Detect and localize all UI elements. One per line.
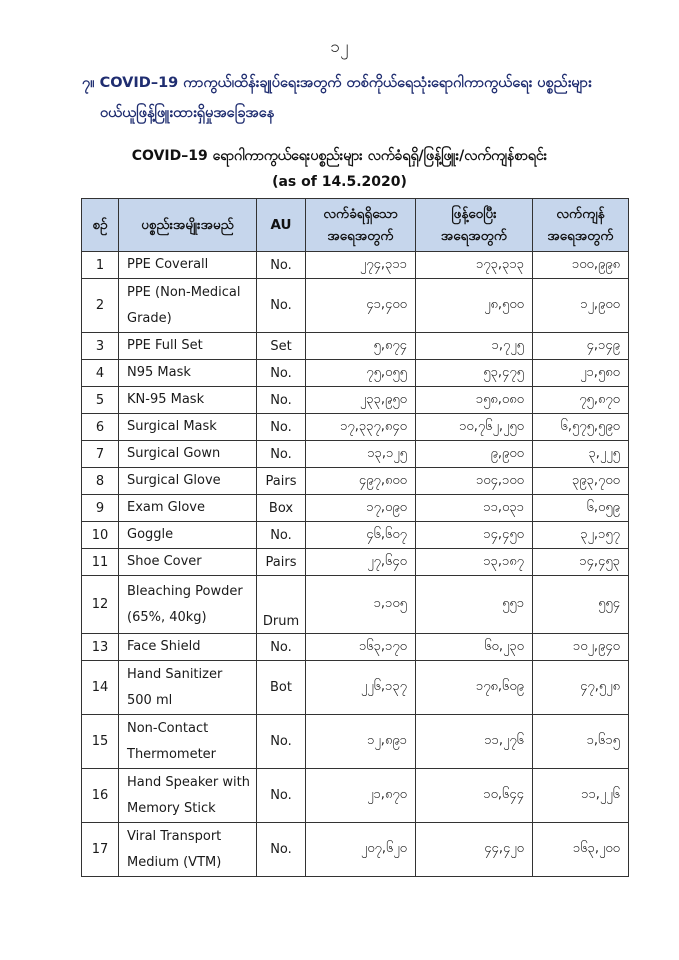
item-name-line-1: Non-Contact (127, 720, 209, 736)
cell-au: No. (257, 441, 306, 468)
cell-serial-no: 7 (82, 441, 119, 468)
cell-received: ၄၁,၄၀၀ (306, 279, 416, 333)
cell-serial-no: 12 (82, 576, 119, 634)
header-au: AU (257, 199, 306, 252)
cell-au: No. (257, 715, 306, 769)
table-header-row (82, 199, 629, 252)
cell-distributed: ၁၇၃,၃၁၃ (416, 252, 533, 279)
cell-received: ၂၀၇,၆၂၀ (306, 823, 416, 877)
cell-au: No. (257, 279, 306, 333)
cell-received: ၇၅,၀၅၅ (306, 360, 416, 387)
inventory-table (81, 198, 629, 877)
cell-item-name (119, 769, 257, 823)
item-name-line-1: Surgical Glove (127, 473, 221, 488)
cell-au: No. (257, 634, 306, 661)
cell-serial-no: 17 (82, 823, 119, 877)
cell-remaining: ၃၉၃,၇၀၀ (533, 468, 629, 495)
header-distributed-line-1: ဖြန့်ဝေပြီး (451, 206, 497, 222)
cell-received: ၂၁,၈၇၀ (306, 769, 416, 823)
cell-distributed: ၅၃,၄၇၅ (416, 360, 533, 387)
section-heading-line-1: ၇။ COVID–19 ကာကွယ်၊ထိန်းချုပ်ရေးအတွက် တစ်ကိုယ်ရေသုံးရောဂါကာကွယ်ရေး ပစ္စည်းများ (82, 75, 592, 91)
cell-item-name (119, 661, 257, 715)
cell-received: ၂၂၆,၁၃၇ (306, 661, 416, 715)
cell-serial-no: 3 (82, 333, 119, 360)
item-name-line-1: N95 Mask (127, 365, 191, 380)
item-name-line-1: Shoe Cover (127, 554, 202, 569)
section-heading (82, 68, 642, 128)
cell-item-name (119, 252, 257, 279)
cell-received: ၂၇,၆၄၀ (306, 549, 416, 576)
table-row (82, 549, 629, 576)
cell-received: ၂၃၃,၉၅၀ (306, 387, 416, 414)
header-item-name: ပစ္စည်းအမျိုးအမည် (119, 199, 257, 252)
item-name-line-1: Bleaching Powder (127, 583, 243, 599)
cell-au: Drum (257, 576, 306, 634)
cell-au: Set (257, 333, 306, 360)
page-number: ၁၂ (330, 37, 349, 57)
cell-serial-no: 5 (82, 387, 119, 414)
section-heading-line-2: ဝယ်ယူဖြန့်ဖြူးထားရှိမှုအခြေအနေ (100, 105, 275, 121)
cell-remaining: ၃,၂၂၅ (533, 441, 629, 468)
item-name-line-1: PPE Full Set (127, 338, 203, 353)
cell-au: No. (257, 360, 306, 387)
cell-received: ၁၂,၈၉၁ (306, 715, 416, 769)
cell-distributed: ၅၅၁ (416, 576, 533, 634)
item-name-line-1: Exam Glove (127, 500, 205, 515)
item-name-line-1: PPE Coverall (127, 257, 209, 272)
cell-remaining: ၁၀၀,၉၉၈ (533, 252, 629, 279)
cell-item-name (119, 279, 257, 333)
cell-remaining: ၅၅၄ (533, 576, 629, 634)
table-row (82, 715, 629, 769)
cell-received: ၁,၁၀၅ (306, 576, 416, 634)
cell-au: Pairs (257, 468, 306, 495)
cell-received: ၄၉၇,၈၀၀ (306, 468, 416, 495)
item-name-line-1: KN-95 Mask (127, 392, 205, 407)
cell-distributed: ၁၁,၀၃၁ (416, 495, 533, 522)
cell-distributed: ၁၃,၁၈၇ (416, 549, 533, 576)
cell-distributed: ၁၇၈,၆၀၉ (416, 661, 533, 715)
cell-au: Box (257, 495, 306, 522)
item-name-line-1: Hand Sanitizer (127, 666, 223, 682)
cell-distributed: ၁၁,၂၇၆ (416, 715, 533, 769)
cell-distributed: ၂၈,၅၀၀ (416, 279, 533, 333)
cell-distributed: ၁၀၄,၁၀၀ (416, 468, 533, 495)
cell-remaining: ၇၅,၈၇၀ (533, 387, 629, 414)
cell-received: ၁၆၃,၁၇၀ (306, 634, 416, 661)
cell-serial-no: 6 (82, 414, 119, 441)
cell-received: ၁၇,၃၃၇,၈၄၀ (306, 414, 416, 441)
cell-distributed: ၆၀,၂၃၀ (416, 634, 533, 661)
header-distributed-line-2: အရေအတွက် (440, 228, 508, 244)
cell-distributed: ၁,၇၂၅ (416, 333, 533, 360)
cell-au: No. (257, 522, 306, 549)
cell-distributed: ၁၀,၇၆၂,၂၅၀ (416, 414, 533, 441)
table-title-line-1: COVID–19 ရောဂါကာကွယ်ရေးပစ္စည်းများ လက်ခံရရှိ/ဖြန့်ဖြူး/လက်ကျန်စာရင်း (131, 148, 548, 164)
cell-remaining: ၁၆၃,၂၀၀ (533, 823, 629, 877)
cell-remaining: ၁၁,၂၂၆ (533, 769, 629, 823)
header-received-line-1: လက်ခံရရှိသော (323, 206, 398, 222)
cell-item-name (119, 522, 257, 549)
item-name-line-1: Face Shield (127, 639, 201, 654)
cell-distributed: ၄၄,၄၂၀ (416, 823, 533, 877)
cell-serial-no: 2 (82, 279, 119, 333)
cell-remaining: ၁၄,၄၅၃ (533, 549, 629, 576)
item-name-line-2: Grade) (127, 310, 172, 326)
table-row (82, 634, 629, 661)
cell-received: ၁၃,၁၂၅ (306, 441, 416, 468)
table-row (82, 252, 629, 279)
table-row (82, 468, 629, 495)
cell-au: Bot (257, 661, 306, 715)
item-name-line-1: Hand Speaker with (127, 774, 250, 790)
header-remaining-line-2: အရေအတွက် (547, 228, 614, 244)
cell-received: ၅,၈၇၄ (306, 333, 416, 360)
table-row (82, 576, 629, 634)
cell-received: ၁၇,၀၉၀ (306, 495, 416, 522)
item-name-line-1: Goggle (127, 527, 174, 542)
cell-serial-no: 8 (82, 468, 119, 495)
item-name-line-1: Viral Transport (127, 828, 222, 844)
header-remaining (533, 199, 629, 252)
cell-distributed: ၉,၉၀၀ (416, 441, 533, 468)
header-received-line-2: အရေအတွက် (327, 228, 394, 244)
cell-remaining: ၄,၁၄၉ (533, 333, 629, 360)
table-row (82, 495, 629, 522)
item-name-line-2: Thermometer (127, 746, 217, 762)
table-row (82, 279, 629, 333)
table-row (82, 360, 629, 387)
cell-item-name (119, 414, 257, 441)
cell-item-name (119, 634, 257, 661)
cell-remaining: ၃၂,၁၅၇ (533, 522, 629, 549)
table-title-date: (as of 14.5.2020) (272, 174, 407, 190)
cell-distributed: ၁၄,၄၅၀ (416, 522, 533, 549)
header-serial-no: စဉ် (82, 199, 119, 252)
table-row (82, 823, 629, 877)
table-row (82, 769, 629, 823)
table-row (82, 414, 629, 441)
cell-au: No. (257, 387, 306, 414)
cell-serial-no: 11 (82, 549, 119, 576)
cell-distributed: ၁၅၈,၀၈၀ (416, 387, 533, 414)
cell-serial-no: 13 (82, 634, 119, 661)
cell-remaining: ၁၀၂,၉၄၀ (533, 634, 629, 661)
cell-serial-no: 4 (82, 360, 119, 387)
cell-au: No. (257, 823, 306, 877)
cell-remaining: ၆,၅၇၅,၅၉၀ (533, 414, 629, 441)
header-remaining-line-1: လက်ကျန် (556, 206, 605, 222)
item-name-line-2: Memory Stick (127, 800, 216, 816)
cell-item-name (119, 715, 257, 769)
cell-distributed: ၁၀,၆၄၄ (416, 769, 533, 823)
cell-item-name (119, 495, 257, 522)
header-received (306, 199, 416, 252)
cell-item-name (119, 333, 257, 360)
table-row (82, 661, 629, 715)
cell-serial-no: 14 (82, 661, 119, 715)
item-name-line-2: Medium (VTM) (127, 854, 222, 870)
table-row (82, 333, 629, 360)
cell-item-name (119, 549, 257, 576)
cell-item-name (119, 468, 257, 495)
item-name-line-1: Surgical Mask (127, 419, 217, 434)
cell-serial-no: 9 (82, 495, 119, 522)
cell-remaining: ၁,၆၁၅ (533, 715, 629, 769)
cell-item-name (119, 576, 257, 634)
header-distributed (416, 199, 533, 252)
cell-item-name (119, 823, 257, 877)
item-name-line-2: 500 ml (127, 692, 173, 708)
cell-serial-no: 15 (82, 715, 119, 769)
cell-au: Pairs (257, 549, 306, 576)
cell-remaining: ၁၂,၉၀၀ (533, 279, 629, 333)
table-row (82, 522, 629, 549)
cell-item-name (119, 360, 257, 387)
cell-remaining: ၂၁,၅၈၀ (533, 360, 629, 387)
table-title (0, 143, 679, 195)
cell-remaining: ၄၇,၅၂၈ (533, 661, 629, 715)
table-row (82, 441, 629, 468)
cell-item-name (119, 441, 257, 468)
item-name-line-2: (65%, 40kg) (127, 609, 207, 625)
cell-item-name (119, 387, 257, 414)
cell-serial-no: 10 (82, 522, 119, 549)
cell-received: ၄၆,၆၀၇ (306, 522, 416, 549)
cell-serial-no: 1 (82, 252, 119, 279)
item-name-line-1: PPE (Non-Medical (127, 284, 241, 300)
cell-au: No. (257, 252, 306, 279)
cell-au: No. (257, 769, 306, 823)
cell-remaining: ၆,၀၅၉ (533, 495, 629, 522)
item-name-line-1: Surgical Gown (127, 446, 221, 461)
cell-received: ၂၇၄,၃၁၁ (306, 252, 416, 279)
cell-au: No. (257, 414, 306, 441)
table-row (82, 387, 629, 414)
cell-serial-no: 16 (82, 769, 119, 823)
